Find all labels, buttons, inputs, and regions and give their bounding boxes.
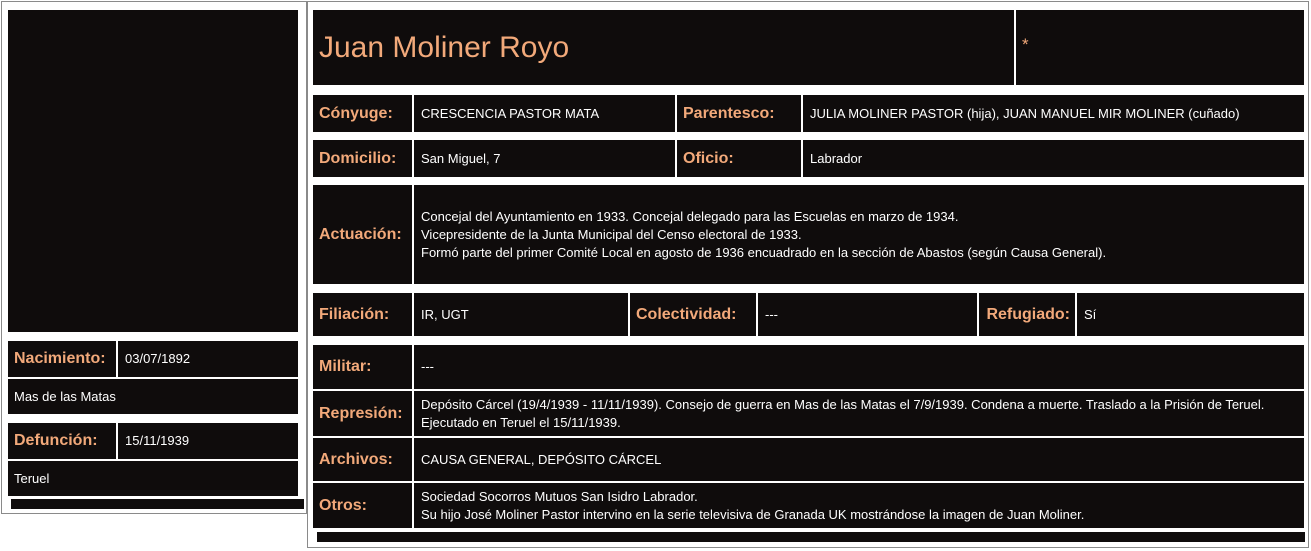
person-name: Juan Moliner Royo — [319, 30, 570, 64]
birth-place: Mas de las Matas — [14, 388, 116, 404]
birth-date-cell — [117, 340, 299, 378]
activity-label-cell — [312, 184, 413, 285]
activity-label: Actuación: — [319, 225, 402, 243]
death-date: 15/11/1939 — [125, 433, 190, 448]
activity-line-1: Concejal del Ayuntamiento en 1933. Concejal delegado para las Escuelas en marzo de 1934. — [421, 208, 959, 224]
address-label: Domicilio: — [319, 149, 397, 167]
address-label-cell — [312, 139, 413, 178]
trade-value-cell — [802, 139, 1305, 178]
others-label: Otros: — [319, 496, 367, 514]
name-cell — [312, 9, 1015, 86]
trade-label: Oficio: — [683, 149, 734, 167]
spouse-value-cell — [413, 94, 676, 133]
birth-place-cell — [7, 378, 299, 415]
collectivity-value-cell — [757, 292, 978, 337]
archives-label: Archivos: — [319, 450, 393, 468]
affiliation-label-cell — [312, 292, 413, 337]
left-bottom-bar — [11, 499, 304, 509]
death-date-cell — [117, 422, 299, 460]
death-place: Teruel — [14, 470, 50, 486]
military-value: --- — [421, 359, 434, 374]
archives-value: CAUSA GENERAL, DEPÓSITO CÁRCEL — [421, 451, 662, 467]
asterisk-marker: * — [1022, 35, 1029, 54]
repression-label: Represión: — [319, 404, 403, 422]
others-line-2: Su hijo José Moliner Pastor intervino en la serie televisiva de Granada UK mostrándose la imagen de Juan Moliner. — [421, 506, 1085, 522]
collectivity-value: --- — [765, 306, 778, 322]
activity-value-cell — [413, 184, 1305, 285]
refugee-label-cell — [978, 292, 1076, 337]
affiliation-value-cell — [413, 292, 629, 337]
marker-cell — [1015, 9, 1305, 86]
death-label-cell — [7, 422, 117, 460]
kinship-value-cell — [802, 94, 1305, 133]
death-place-cell — [7, 460, 299, 497]
others-line-1: Sociedad Socorros Mutuos San Isidro Labrador. — [421, 488, 698, 504]
address-value: San Miguel, 7 — [421, 150, 501, 166]
kinship-label: Parentesco: — [683, 104, 775, 122]
repression-value-cell — [413, 390, 1305, 437]
birth-label-cell — [7, 340, 117, 378]
photo-area — [7, 9, 299, 333]
address-value-cell — [413, 139, 676, 178]
archives-label-cell — [312, 437, 413, 482]
military-value-cell — [413, 344, 1305, 390]
others-value-cell — [413, 482, 1305, 529]
repression-label-cell — [312, 390, 413, 437]
activity-line-3: Formó parte del primer Comité Local en agosto de 1936 encuadrado en la sección de Abastos (según Causa General). — [421, 244, 1107, 260]
refugee-value: Sí — [1084, 306, 1097, 322]
affiliation-label: Filiación: — [319, 305, 390, 323]
archives-value-cell — [413, 437, 1305, 482]
spouse-label: Cónyuge: — [319, 104, 393, 122]
death-label: Defunción: — [14, 432, 98, 449]
collectivity-label: Colectividad: — [636, 305, 737, 323]
affiliation-value: IR, UGT — [421, 306, 469, 322]
kinship-value: JULIA MOLINER PASTOR (hija), JUAN MANUEL MIR MOLINER (cuñado) — [810, 105, 1240, 121]
activity-line-2: Vicepresidente de la Junta Municipal del Censo electoral de 1933. — [421, 226, 802, 242]
right-card — [307, 1, 1309, 548]
military-label: Militar: — [319, 358, 372, 375]
trade-value: Labrador — [810, 150, 863, 166]
repression-line-2: Ejecutado en Teruel el 15/11/1939. — [421, 414, 621, 430]
trade-label-cell — [676, 139, 802, 178]
collectivity-label-cell — [629, 292, 757, 337]
refugee-label: Refugiado: — [986, 305, 1070, 323]
refugee-value-cell — [1076, 292, 1305, 337]
spouse-label-cell — [312, 94, 413, 133]
spouse-value: CRESCENCIA PASTOR MATA — [421, 105, 600, 121]
left-card — [1, 1, 307, 514]
others-label-cell — [312, 482, 413, 529]
right-bottom-bar — [317, 532, 1305, 542]
kinship-label-cell — [676, 94, 802, 133]
military-label-cell — [312, 344, 413, 390]
birth-date: 03/07/1892 — [125, 351, 191, 366]
birth-label: Nacimiento: — [14, 350, 106, 367]
repression-line-1: Depósito Cárcel (19/4/1939 - 11/11/1939). Consejo de guerra en Mas de las Matas el 7/9/1939. Condena a muerte. Traslado a la Prisión de Teruel. — [421, 396, 1265, 412]
